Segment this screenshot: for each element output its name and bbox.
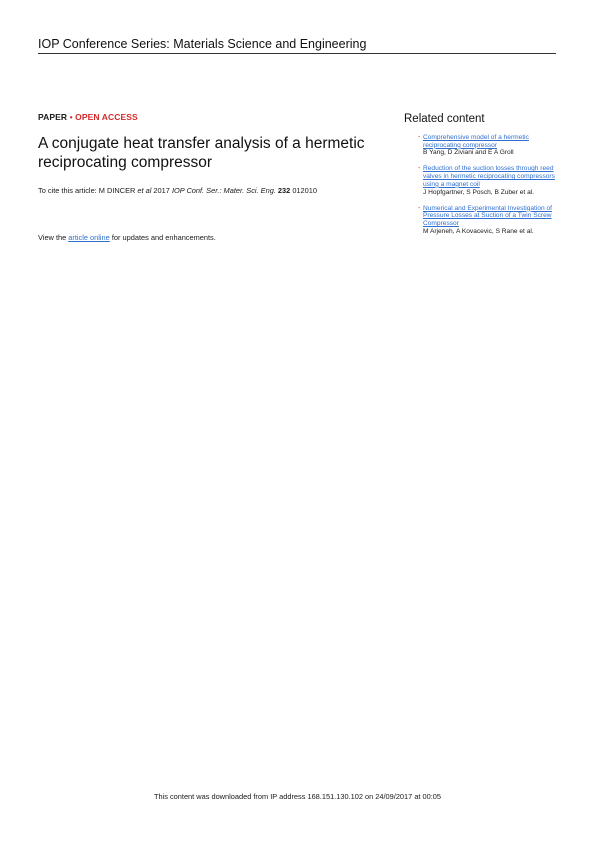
bullet-icon: -: [418, 134, 421, 141]
citation-article-number: 012010: [290, 186, 317, 195]
view-online-line: [38, 233, 216, 242]
citation-et-al: et al: [137, 186, 152, 195]
related-content-heading: Related content: [404, 113, 485, 125]
view-online-suffix: for updates and enhancements.: [109, 233, 216, 242]
related-item: [404, 205, 559, 236]
bullet-icon: -: [418, 165, 421, 173]
paper-type-label: [38, 112, 138, 122]
separator-dot: •: [69, 112, 73, 122]
related-content-panel: [404, 112, 559, 244]
related-item-link[interactable]: Numerical and Experimental Investigation of Pressure Losses at Suction of a Twin Screw Compressor: [423, 204, 553, 227]
citation-prefix: To cite this article: M DINCER: [38, 186, 138, 195]
paper-label: PAPER: [38, 112, 68, 122]
open-access-label: OPEN ACCESS: [75, 112, 138, 122]
view-online-prefix: View the: [38, 233, 69, 242]
citation-year: 2017: [151, 186, 172, 195]
series-title: IOP Conference Series: Materials Science and Engineering: [38, 37, 367, 51]
related-item-link[interactable]: Comprehensive model of a hermetic reciprocating compressor: [423, 134, 529, 149]
related-item: [404, 134, 559, 157]
download-footer: This content was downloaded from IP address 168.151.130.102 on 24/09/2017 at 00:05: [153, 792, 442, 801]
bullet-icon: -: [418, 204, 421, 212]
citation-volume: 232: [277, 186, 291, 195]
related-item-authors: M Arjeneh, A Kovacevic, S Rane et al.: [423, 227, 534, 235]
related-item-link[interactable]: Reduction of the suction losses through reed valves in hermetic reciprocating compressors using a magnet coil: [423, 165, 555, 188]
page-header: [38, 36, 556, 54]
citation-journal: IOP Conf. Ser.: Mater. Sci. Eng.: [171, 186, 276, 195]
related-item-authors: J Hopfgartner, S Posch, B Zuber et al.: [423, 188, 535, 196]
citation-line: [38, 186, 378, 195]
related-item: [404, 165, 559, 196]
article-online-link[interactable]: article online: [68, 233, 110, 242]
article-title: A conjugate heat transfer analysis of a hermetic reciprocating compressor: [38, 135, 365, 171]
related-item-authors: B Yang, D Ziviani and E A Groll: [423, 149, 514, 157]
